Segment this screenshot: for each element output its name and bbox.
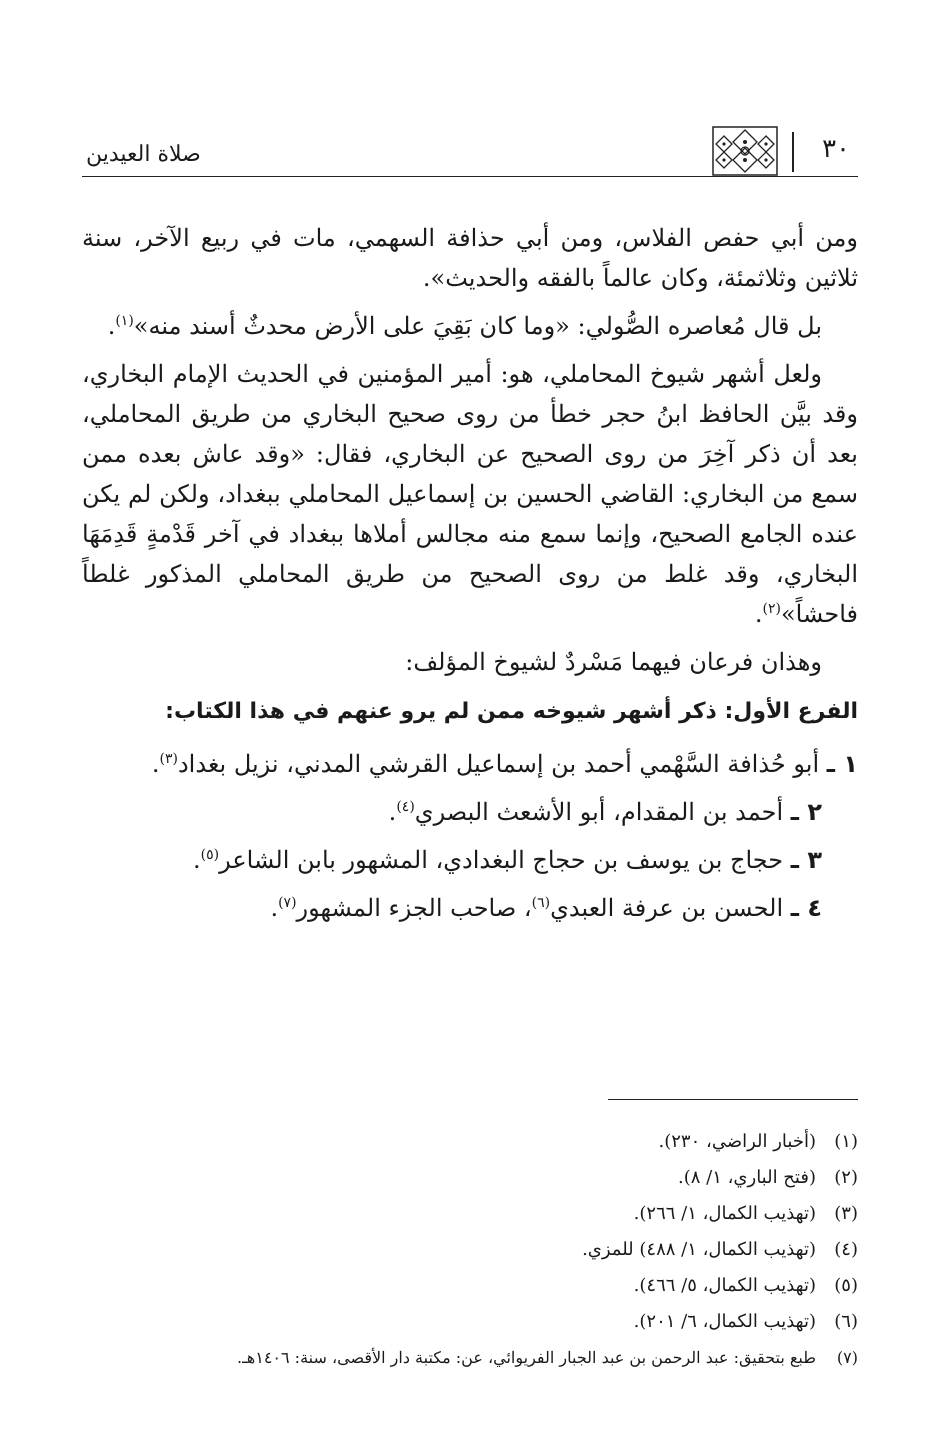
footnote: (٥)(تهذيب الكمال، ٥/ ٤٦٦). — [633, 1275, 858, 1296]
list-item: ١ ـ أبو حُذافة السَّهْمي أحمد بن إسماعيل القرشي المدني، نزيل بغداد$^{(٣)}$. — [151, 750, 858, 778]
footnote-ref: (٣) — [159, 751, 178, 767]
list-number: ٤ ـ — [790, 894, 822, 922]
footnote: (٢)(فتح الباري، ١/ ٨). — [677, 1167, 858, 1188]
list-item: ٤ ـ الحسن بن عرفة العبدي$^{(٦)}$، صاحب الجزء المشهور$^{(٧)}$. — [270, 894, 822, 922]
footnote-ref: (٥) — [200, 847, 220, 863]
header-divider — [792, 132, 794, 172]
paragraph: وهذان فرعان فيهما مَسْردٌ لشيوخ المؤلف: — [405, 648, 822, 676]
paragraph: ولعل أشهر شيوخ المحاملي، هو: أمير المؤمنين في الحديث الإمام البخاري، وقد بيَّن الحافظ ابنُ حجر خطأ من روى صحيح البخاري من طريق المحاملي، بعد أن ذكر آخِرَ من روى الصحيح عن البخاري، فقال: «وقد عاش بعده ممن سمع من البخاري: القاضي الحسين بن إسماعيل المحاملي ببغداد، ولكن لم يكن عنده الجامع الصحيح، وإنما سمع منه مجالس أملاها ببغداد في آخر قَدْمةٍ قَدِمَهَا البخاري، وقد غلط من روى الصحيح من طريق المحاملي المذكور غلطاً فاحشاً»$^{(٢)}$. — [82, 360, 858, 628]
footnote-ref: (١) — [115, 313, 134, 329]
footnote: (٣)(تهذيب الكمال، ١/ ٢٦٦). — [633, 1203, 858, 1224]
page-header — [82, 120, 858, 177]
arabesque-ornament-icon — [712, 126, 778, 176]
footnote-separator — [608, 1099, 858, 1100]
footnote-ref: (٦) — [531, 895, 551, 911]
footnote-ref: (٢) — [762, 601, 781, 617]
list-number: ٢ ـ — [790, 798, 822, 826]
list-number: ١ ـ — [826, 750, 858, 778]
paragraph: بل قال مُعاصره الصُّولي: «وما كان بَقِيَ على الأرض محدثٌ أسند منه»$^{(١)}$. — [107, 312, 822, 340]
footnotes — [82, 1124, 858, 1376]
page-number: ٣٠ — [822, 134, 850, 164]
list-item: ٢ ـ أحمد بن المقدام، أبو الأشعث البصري$^{(٤)}$. — [388, 798, 822, 826]
main-text — [82, 218, 858, 936]
paragraph: ومن أبي حفص الفلاس، ومن أبي حذافة السهمي، مات في ربيع الآخر، سنة ثلاثين وثلاثمئة، وكان عالماً بالفقه والحديث». — [82, 224, 858, 292]
footnote-ref: (٤) — [396, 799, 415, 815]
list-item: ٣ ـ حجاج بن يوسف بن حجاج البغدادي، المشهور بابن الشاعر$^{(٥)}$. — [192, 846, 822, 874]
list-number: ٣ ـ — [790, 846, 822, 874]
footnote: (١)(أخبار الراضي، ٢٣٠). — [658, 1131, 858, 1152]
footnote: (٦)(تهذيب الكمال، ٦/ ٢٠١). — [633, 1311, 858, 1332]
running-title: صلاة العيدين — [86, 142, 201, 167]
footnote-ref: (٧) — [278, 895, 297, 911]
footnote: (٤)(تهذيب الكمال، ١/ ٤٨٨) للمزي. — [582, 1239, 858, 1260]
section-heading: الفرع الأول: ذكر أشهر شيوخه ممن لم يرو عنهم في هذا الكتاب: — [165, 699, 858, 724]
footnote: (٧)طبع بتحقيق: عبد الرحمن بن عبد الجبار الفريوائي، عن: مكتبة دار الأقصى، سنة: ١٤٠٦هـ. — [237, 1348, 858, 1367]
